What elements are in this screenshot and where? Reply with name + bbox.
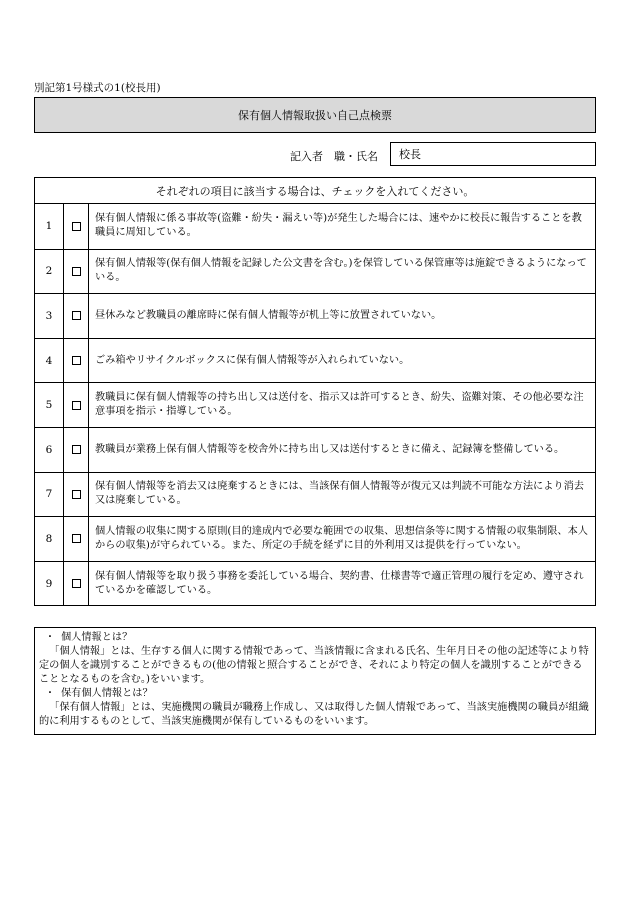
note-heading-held-info [39,687,591,701]
row-text: 保有個人情報に係る事故等(盗難・紛失・漏えい等)が発生した場合には、速やかに校長に報告することを教職員に周知している。 [95,213,582,239]
row-number: 6 [35,428,64,472]
row-number: 4 [35,339,64,383]
recorder-name-field[interactable]: 校長 [390,142,596,166]
checkbox-cell[interactable] [64,562,89,606]
checklist-row [35,382,595,427]
checklist-row [35,516,595,561]
page-title: 保有個人情報取扱い自己点検票 [34,97,596,133]
row-text: 個人情報の収集に関する原則(目的達成内で必要な範囲での収集、思想信条等に関する情報の収集制限、本人からの収集)が守られている。また、所定の手続を経ずに目的外利用又は提供を行っていない。 [95,525,588,551]
row-text: 教職員が業務上保有個人情報等を校舎外に持ち出し又は送付するときに備え、記録簿を整備している。 [95,443,565,455]
checkbox[interactable] [72,445,81,454]
row-text: 保有個人情報等を取り扱う事務を委託している場合、契約書、仕様書等で適正管理の履行を定め、遵守されているかを確認している。 [95,570,584,596]
note-text-personal-info: 「個人情報」とは、生存する個人に関する情報であって、当該情報に含まれる氏名、生年月日その他の記述等により特定の個人を識別することができるもの(他の情報と照合することができ、それにより特定の個人を識別することができることとなるものを含む。)をいいます。 [39,646,589,685]
checkbox-cell[interactable] [64,294,89,338]
row-number: 1 [35,204,64,249]
checkbox[interactable] [72,311,81,320]
checklist-header: それぞれの項目に該当する場合は、チェックを入れてください。 [35,178,595,204]
bullet: ・ [44,632,56,643]
checkbox-cell[interactable] [64,428,89,472]
row-number: 9 [35,562,64,606]
checklist-row [35,427,595,472]
row-number: 5 [35,383,64,427]
note-heading-personal-info [39,631,591,645]
checkbox[interactable] [72,401,81,410]
checkbox[interactable] [72,267,81,276]
checkbox-cell[interactable] [64,473,89,517]
checkbox-cell[interactable] [64,204,89,249]
note-heading-1: 個人情報とは？ [61,632,133,643]
recorder-label: 記入者 職・氏名 [290,150,378,163]
checkbox-cell[interactable] [64,250,89,294]
row-text: 保有個人情報等(保有個人情報を記録した公文書を含む。)を保管している保管庫等は施錠できるようになっている。 [95,258,587,284]
checkbox-cell[interactable] [64,383,89,427]
note-text-held-info: 「保有個人情報」とは、実施機関の職員が職務上作成し、又は取得した個人情報であって、当該実施機関の職員が組織的に利用するものとして、当該実施機関が保有しているものをいいます。 [39,702,589,727]
notes-box [34,627,596,735]
recorder-row [290,144,421,168]
checkbox-cell[interactable] [64,339,89,383]
checklist-row [35,249,595,294]
checklist-row [35,561,595,606]
checkbox[interactable] [72,534,81,543]
checklist-row [35,472,595,517]
bullet: ・ [44,688,56,699]
checkbox[interactable] [72,356,81,365]
row-text: 教職員に保有個人情報等の持ち出し又は送付を、指示又は許可するとき、紛失、盗難対策、その他必要な注意事項を指示・指導している。 [95,392,584,418]
row-number: 8 [35,517,64,561]
row-text: ごみ箱やリサイクルボックスに保有個人情報等が入れられていない。 [95,354,410,366]
checklist-row [35,204,595,249]
row-text: 保有個人情報等を消去又は廃棄するときには、当該保有個人情報等が復元又は判読不可能な方法により消去又は廃棄している。 [95,481,584,507]
row-number: 7 [35,473,64,517]
note-heading-2: 保有個人情報とは？ [61,688,153,699]
checklist-row [35,293,595,338]
form-label: 別記第1号様式の1(校長用) [34,82,161,94]
checklist-row [35,338,595,383]
checkbox[interactable] [72,490,81,499]
checkbox[interactable] [72,579,81,588]
checkbox-cell[interactable] [64,517,89,561]
checkbox[interactable] [72,222,81,231]
row-text: 昼休みなど教職員の離席時に保有個人情報等が机上等に放置されていない。 [95,309,442,321]
row-number: 2 [35,250,64,294]
row-number: 3 [35,294,64,338]
checklist-table [34,177,596,606]
